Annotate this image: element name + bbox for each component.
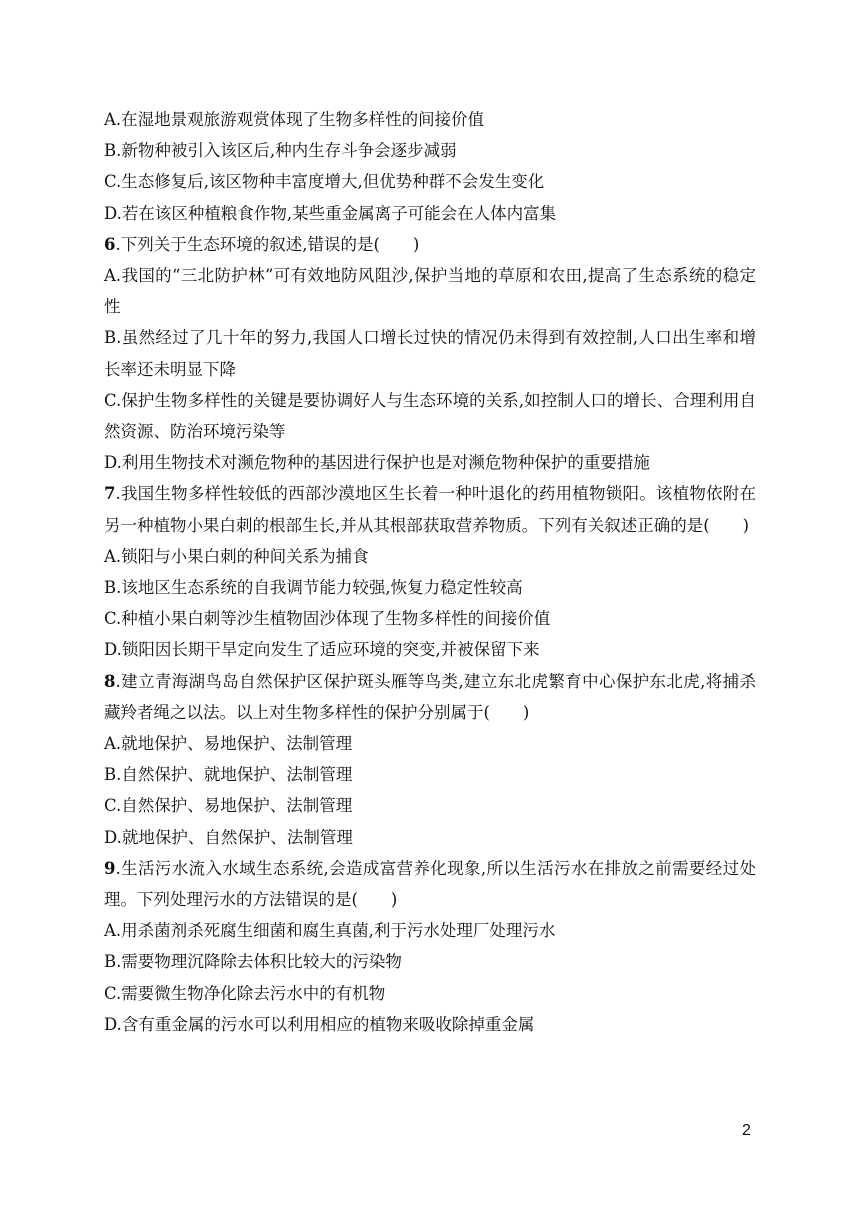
option: A.我国的“三北防护林”可有效地防风阻沙,保护当地的草原和农田,提高了生态系统的稳定性	[104, 266, 756, 317]
option: B.虽然经过了几十年的努力,我国人口增长过快的情况仍未得到有效控制,人口出生率和增长率还未明显下降	[104, 328, 756, 379]
option: A.锁阳与小果白刺的种间关系为捕食	[104, 546, 369, 566]
option: C.生态修复后,该区物种丰富度增大,但优势种群不会发生变化	[104, 172, 545, 192]
option: A.就地保护、易地保护、法制管理	[104, 734, 353, 754]
question-text: .我国生物多样性较低的西部沙漠地区生长着一种叶退化的药用植物锁阳。该植物依附在另一种植物小果白刺的根部生长,并从其根部获取营养物质。下列有关叙述正确的是( )	[104, 484, 756, 535]
option: C.自然保护、易地保护、法制管理	[104, 796, 353, 816]
question-stem	[104, 853, 756, 915]
option: B.需要物理沉降除去体积比较大的污染物	[104, 952, 402, 972]
option: C.需要微生物净化除去污水中的有机物	[104, 983, 386, 1003]
option: B.自然保护、就地保护、法制管理	[104, 765, 353, 785]
option: D.利用生物技术对濒危物种的基因进行保护也是对濒危物种保护的重要措施	[104, 453, 650, 473]
continued-options	[104, 104, 756, 229]
option: C.保护生物多样性的关键是要协调好人与生态环境的关系,如控制人口的增长、合理利用自然资源、防治环境污染等	[104, 390, 756, 442]
question-text: .下列关于生态环境的叙述,错误的是( )	[115, 234, 420, 254]
option: D.就地保护、自然保护、法制管理	[104, 827, 353, 847]
option: A.在湿地景观旅游观赏体现了生物多样性的间接价值	[104, 110, 485, 129]
question-text: .建立青海湖鸟岛自然保护区保护斑头雁等鸟类,建立东北虎繁育中心保护东北虎,将捕杀藏羚者绳之以法。以上对生物多样性的保护分别属于( )	[104, 671, 756, 722]
option: D.若在该区种植粮食作物,某些重金属离子可能会在人体内富集	[104, 203, 557, 223]
option: C.种植小果白刺等沙生植物固沙体现了生物多样性的间接价值	[104, 609, 551, 629]
option: B.该地区生态系统的自我调节能力较强,恢复力稳定性较高	[104, 578, 523, 598]
option: A.用杀菌剂杀死腐生细菌和腐生真菌,利于污水处理厂处理污水	[104, 921, 556, 941]
question-8	[104, 666, 756, 853]
question-number: 7	[104, 484, 116, 504]
question-stem	[104, 478, 756, 540]
question-7	[104, 478, 756, 665]
option: D.锁阳因长期干旱定向发生了适应环境的突变,并被保留下来	[104, 640, 540, 660]
option: B.新物种被引入该区后,种内生存斗争会逐步减弱	[104, 141, 457, 161]
question-number: 6	[104, 234, 116, 254]
question-6	[104, 229, 756, 479]
question-9	[104, 853, 756, 1040]
option: D.含有重金属的污水可以利用相应的植物来吸收除掉重金属	[104, 1014, 535, 1034]
question-number: 9	[104, 858, 116, 878]
question-text: .生活污水流入水域生态系统,会造成富营养化现象,所以生活污水在排放之前需要经过处理。下列处理污水的方法错误的是( )	[104, 858, 756, 910]
question-number: 8	[104, 671, 116, 691]
question-stem	[104, 666, 756, 728]
question-stem	[104, 229, 756, 260]
page-content	[104, 104, 756, 1040]
page-number: 2	[742, 1122, 751, 1139]
